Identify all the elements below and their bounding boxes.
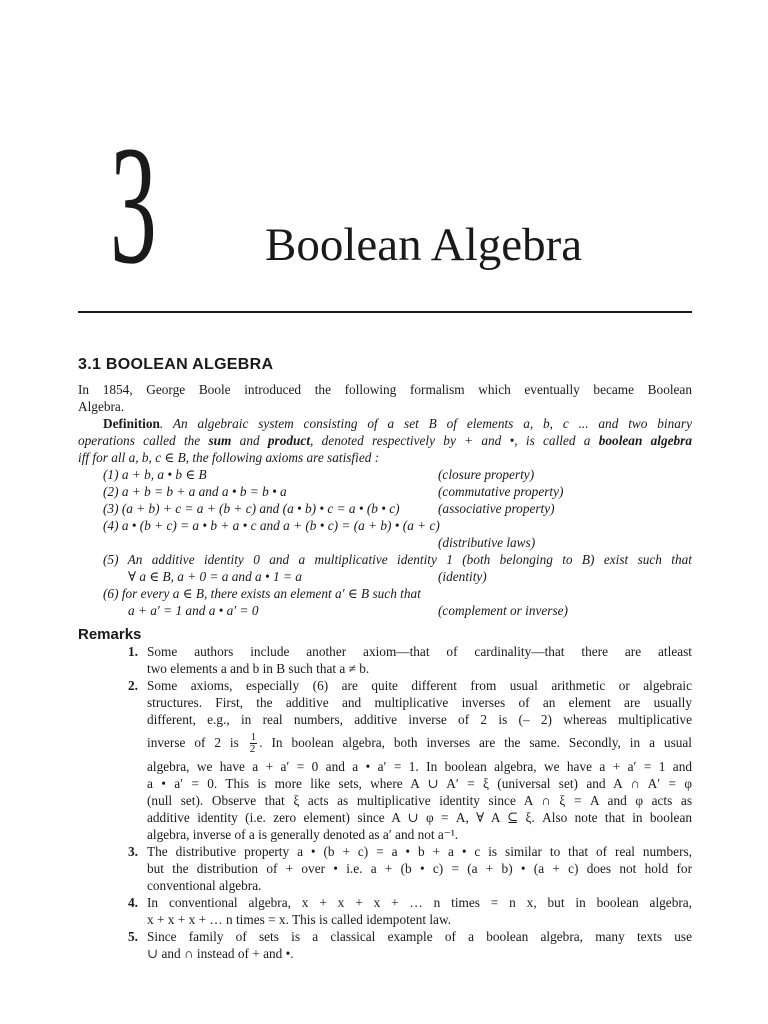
intro-line-2: Algebra. [78, 399, 125, 414]
remark-2-line-4b: . In boolean algebra, both inverses are the same. Secondly, in a usual [259, 735, 692, 750]
remark-3-number: 3. [128, 844, 138, 859]
remark-5-line-2: ∪ and ∩ instead of + and •. [147, 946, 294, 961]
remark-2-line-2: structures. First, the additive and multiplicative inverses of an element are usually [147, 695, 692, 710]
remark-5-line-1: Since family of sets is a classical example of a boolean algebra, many texts use [147, 929, 692, 944]
axiom-5-line-2: ∀ a ∈ B, a + 0 = a and a • 1 = a [128, 569, 302, 584]
axiom-1: (1) a + b, a • b ∈ B [103, 467, 207, 482]
section-heading: 3.1 BOOLEAN ALGEBRA [78, 356, 274, 373]
definition-line-2 [78, 432, 692, 449]
chapter-number: 3 [110, 111, 157, 299]
remark-2-line-9: algebra, inverse of a is generally denoted as a′ and not a⁻¹. [147, 827, 459, 842]
definition-text-2a: operations called the [78, 433, 209, 448]
remark-1-number: 1. [128, 644, 138, 659]
axiom-6-property: (complement or inverse) [438, 603, 568, 618]
definition-line-3: iff for all a, b, c ∈ B, the following axioms are satisfied : [78, 450, 380, 465]
axiom-6-line-2: a + a′ = 1 and a • a′ = 0 [128, 603, 259, 618]
remark-3-line-3: conventional algebra. [147, 878, 262, 893]
definition-text-2b: , denoted respectively by + and •, is called a [310, 433, 599, 448]
term-boolean-algebra: boolean algebra [598, 433, 692, 448]
remark-2-line-4 [147, 732, 692, 755]
remark-2-line-1: Some axioms, especially (6) are quite different from usual arithmetic or algebraic [147, 678, 692, 693]
one-half-fraction [250, 732, 258, 755]
term-product: product [267, 433, 311, 448]
axiom-3-property: (associative property) [438, 501, 555, 516]
definition-and: and [231, 433, 268, 448]
axiom-1-property: (closure property) [438, 467, 535, 482]
axiom-3: (3) (a + b) + c = a + (b + c) and (a • b) • c = a • (b • c) [103, 501, 400, 516]
chapter-title: Boolean Algebra [265, 219, 583, 271]
axiom-2: (2) a + b = b + a and a • b = b • a [103, 484, 287, 499]
remark-1-line-1: Some authors include another axiom—that of cardinality—that there are atleast [147, 644, 692, 659]
remark-2-line-6: a • a′ = 0. This is more like sets, where A ∪ A′ = ξ (universal set) and A ∩ A′ = φ [147, 776, 692, 791]
axiom-4: (4) a • (b + c) = a • b + a • c and a + (b • c) = (a + b) • (a + c) [103, 518, 440, 533]
intro-line-1: In 1854, George Boole introduced the following formalism which eventually became Boolean [78, 382, 692, 397]
definition-text-1: . An algebraic system consisting of a set B of elements a, b, c ... and two binary [159, 416, 692, 431]
remark-2-line-8: additive identity (i.e. zero element) since A ∪ φ = A, ∀ A ⊆ ξ. Also note that in boolean [147, 810, 692, 825]
remark-3-line-2: but the distribution of + over • i.e. a + (b • c) = (a + b) • (a + c) does not hold for [147, 861, 692, 876]
fraction-numerator: 1 [250, 731, 257, 744]
definition-label: Definition [103, 416, 160, 431]
remark-5-number: 5. [128, 929, 138, 944]
remark-4-number: 4. [128, 895, 138, 910]
remark-4-line-1: In conventional algebra, x + x + x + … n times = n x, but in boolean algebra, [147, 895, 692, 910]
axiom-6: (6) for every a ∈ B, there exists an element a′ ∈ B such that [103, 586, 421, 601]
remark-1-line-2: two elements a and b in B such that a ≠ b. [147, 661, 370, 676]
remark-3-line-1: The distributive property a • (b + c) = a • b + a • c is similar to that of real numbers, [147, 844, 692, 859]
title-divider [78, 311, 692, 313]
axiom-5-property: (identity) [438, 569, 487, 584]
remark-2-line-7: (null set). Observe that ξ acts as multiplicative identity since A ∩ ξ = A and φ acts as [147, 793, 692, 808]
remark-2-line-5: algebra, we have a + a′ = 0 and a • a′ = 1. In boolean algebra, we have a + a′ = 1 and [147, 759, 692, 774]
term-sum: sum [208, 433, 232, 448]
remarks-heading: Remarks [78, 626, 142, 643]
remark-2-number: 2. [128, 678, 138, 693]
remark-4-line-2: x + x + x + … n times = x. This is called idempotent law. [147, 912, 452, 927]
fraction-denominator: 2 [249, 743, 256, 756]
remark-2-line-4a: inverse of 2 is [147, 735, 248, 750]
axiom-5: (5) An additive identity 0 and a multiplicative identity 1 (both belonging to B) exist such that [103, 552, 692, 567]
remark-2-line-3: different, e.g., in real numbers, additive inverse of 2 is (– 2) whereas multiplicative [147, 712, 692, 727]
definition-line-1 [103, 415, 692, 432]
axiom-2-property: (commutative property) [438, 484, 564, 499]
axiom-4-property: (distributive laws) [438, 535, 536, 550]
